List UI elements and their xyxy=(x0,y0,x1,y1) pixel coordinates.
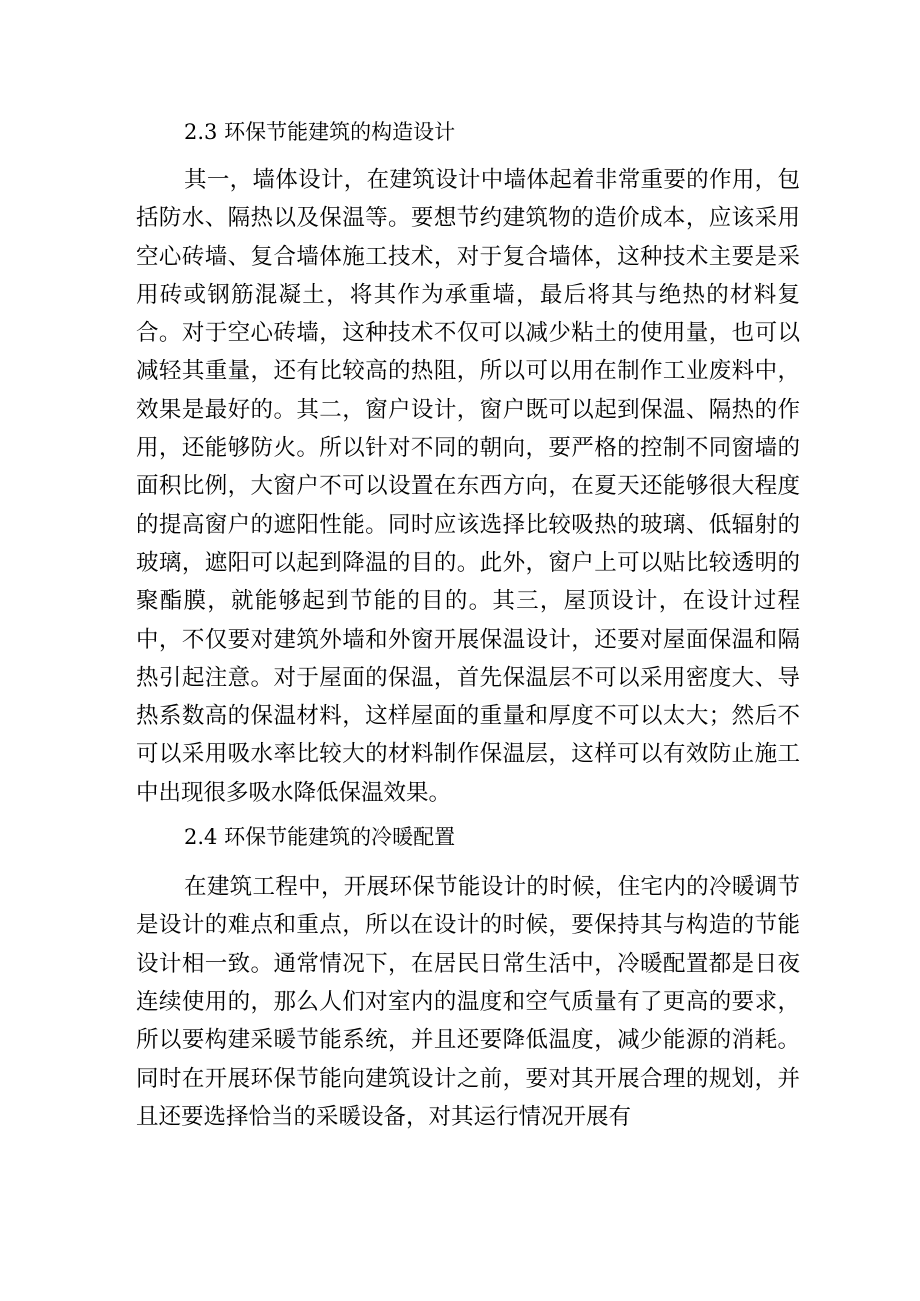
section-heading-2-4: 2.4 环保节能建筑的冷暖配置 xyxy=(184,825,456,850)
section-paragraph-2-4: 在建筑工程中，开展环保节能设计的时候，住宅内的冷暖调节是设计的难点和重点，所以在设计的时候，要保持其与构造的节能设计相一致。通常情况下，在居民日常生活中，冷暖配置都是日夜连续使用的，那么人们对室内的温度和空气质量有了更高的要求，所以要构建采暖节能系统，并且还要降低温度，减少能源的消耗。同时在开展环保节能向建筑设计之前，要对其开展合理的规划，并且还要选择恰当的采暖设备，对其运行情况开展有 xyxy=(136,874,800,1130)
section-paragraph-2-3: 其一，墙体设计，在建筑设计中墙体起着非常重要的作用，包括防水、隔热以及保温等。要想节约建筑物的造价成本，应该采用空心砖墙、复合墙体施工技术，对于复合墙体，这种技术主要是采用砖或钢筋混凝土，将其作为承重墙，最后将其与绝热的材料复合。对于空心砖墙，这种技术不仅可以减少粘土的使用量，也可以减轻其重量，还有比较高的热阻，所以可以用在制作工业废料中，效果是最好的。其二，窗户设计，窗户既可以起到保温、隔热的作用，还能够防火。所以针对不同的朝向，要严格的控制不同窗墙的面积比例，大窗户不可以设置在东西方向，在夏天还能够很大程度的提高窗户的遮阳性能。同时应该选择比较吸热的玻璃、低辐射的玻璃，遮阳可以起到降温的目的。此外，窗户上可以贴比较透明的聚酯膜，就能够起到节能的目的。其三，屋顶设计，在设计过程中，不仅要对建筑外墙和外窗开展保温设计，还要对屋面保温和隔热引起注意。对于屋面的保温，首先保温层不可以采用密度大、导热系数高的保温材料，这样屋面的重量和厚度不可以太大；然后不可以采用吸水率比较大的材料制作保温层，这样可以有效防止施工中出现很多吸水降低保温效果。 xyxy=(136,167,800,806)
section-heading-2-3: 2.3 环保节能建筑的构造设计 xyxy=(184,120,456,144)
document-body xyxy=(136,113,800,1136)
